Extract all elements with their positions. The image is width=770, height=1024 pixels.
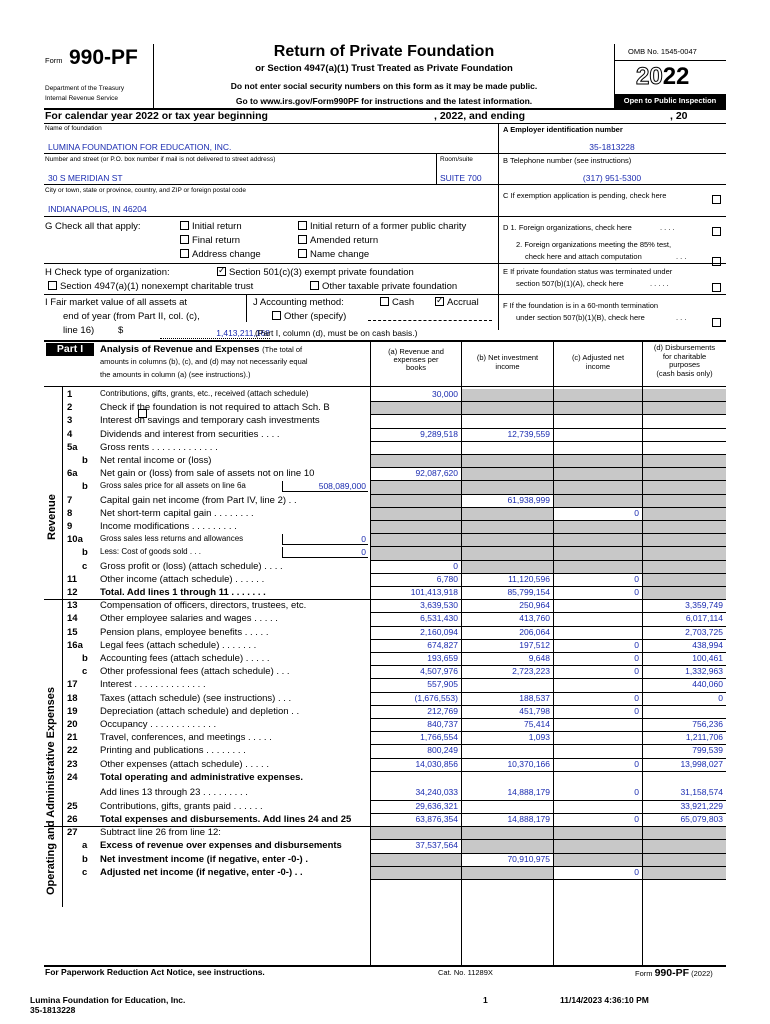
city-label: City or town, state or province, country, and ZIP or foreign postal code: [45, 187, 246, 194]
amount-col-a: 840,737: [427, 719, 458, 729]
line-number: 7: [67, 494, 73, 506]
street-value: 30 S MERIDIAN ST: [48, 173, 123, 183]
amended-return[interactable]: Amended return: [298, 235, 378, 246]
f-label: F If the foundation is in a 60-month termination: [503, 301, 659, 310]
amount-col-b: 451,798: [519, 705, 550, 716]
shaded-cell: [643, 867, 726, 879]
line-label: Dividends and interest from securities . . . .: [100, 428, 280, 440]
amount-col-c: 0: [634, 758, 639, 769]
amount-col-a: 9,289,518: [420, 428, 458, 439]
shaded-cell: [554, 827, 642, 839]
shaded-cell: [554, 402, 642, 414]
amount-col-b: 250,964: [519, 600, 550, 611]
line-label: Interest on savings and temporary cash investments: [100, 415, 320, 427]
line-label: Gross sales price for all assets on line 6a: [100, 481, 246, 491]
line-label: Legal fees (attach schedule) . . . . . . .: [100, 639, 257, 651]
amount-col-b: 9,648: [528, 653, 550, 663]
d1-label: D 1. Foreign organizations, check here: [503, 223, 632, 232]
exemption-pending-label: C If exemption application is pending, check here: [503, 191, 667, 200]
line-label: Less: Cost of goods sold . . .: [100, 547, 201, 557]
line-label: Excess of revenue over expenses and disbursements: [100, 840, 342, 852]
tax-year: 2022: [636, 63, 690, 90]
shaded-cell: [462, 481, 553, 493]
amount-col-a: 29,636,321: [415, 800, 458, 811]
d2-checkbox[interactable]: [712, 252, 724, 270]
line-label: Net rental income or (loss): [100, 455, 212, 466]
shaded-cell: [371, 402, 461, 414]
shaded-cell: [554, 481, 642, 493]
initial-return-former[interactable]: Initial return of a former public charity: [298, 221, 466, 232]
line-label: Capital gain net income (from Part IV, line 2) . .: [100, 494, 297, 506]
shaded-cell: [371, 495, 461, 507]
line-number: 13: [67, 600, 78, 612]
amount-col-a: 193,659: [427, 653, 458, 663]
line-number: 1: [67, 389, 73, 400]
col-d-header: (d) Disbursements for charitable purposes (cash basis only): [653, 343, 716, 378]
amount-col-c: 0: [634, 639, 639, 650]
amount-col-c: 0: [634, 692, 639, 703]
shaded-cell: [371, 854, 461, 866]
amount-col-a: 212,769: [427, 705, 458, 716]
shaded-cell: [643, 561, 726, 573]
open-public-badge: Open to Public Inspection: [614, 94, 726, 108]
j-label: J Accounting method:: [253, 297, 344, 308]
line-label: Gross sales less returns and allowances: [100, 534, 244, 544]
amount-col-a: 92,087,620: [415, 468, 458, 479]
line-number: 21: [67, 732, 78, 744]
line-label: Taxes (attach schedule) (see instructions) . . .: [100, 692, 292, 704]
amount-col-c: 0: [634, 573, 639, 584]
amount-col-a: (1,676,553): [414, 692, 458, 703]
line-label: Gross profit or (loss) (attach schedule) . . . .: [100, 560, 283, 572]
amount-col-b: 75,414: [524, 719, 550, 729]
amount-col-a: 2,160,094: [420, 626, 458, 637]
shaded-cell: [643, 827, 726, 839]
amount-col-d: 799,539: [692, 745, 723, 756]
line-label: Subtract line 26 from line 12:: [100, 827, 221, 839]
h-4947[interactable]: Section 4947(a)(1) nonexempt charitable trust: [48, 281, 253, 292]
amount-col-c: 0: [634, 786, 639, 797]
shaded-cell: [643, 402, 726, 414]
line-number: 6a: [67, 468, 78, 480]
shaded-cell: [462, 534, 553, 546]
shaded-cell: [554, 547, 642, 559]
shaded-cell: [462, 521, 553, 533]
line-label: Other income (attach schedule) . . . . . .: [100, 573, 265, 585]
ein-value: 35-1813228: [589, 142, 635, 152]
amount-col-a: 6,531,430: [420, 613, 458, 624]
amount-col-b: 1,093: [528, 732, 550, 743]
line-label: Gross rents . . . . . . . . . . . . .: [100, 441, 218, 453]
shaded-cell: [462, 840, 553, 852]
e-label: E If private foundation status was terminated under: [503, 267, 673, 276]
line-label: Net gain or (loss) from sale of assets not on line 10: [100, 468, 315, 480]
amount-col-c: 0: [634, 666, 639, 677]
shaded-cell: [371, 827, 461, 839]
phone-value: (317) 951-5300: [582, 173, 642, 183]
line-number: 24: [67, 771, 78, 783]
shaded-cell: [462, 402, 553, 414]
line-number: 22: [67, 745, 78, 757]
shaded-cell: [643, 508, 726, 520]
fair-market-value: 1,413,211,168: [160, 328, 270, 339]
amount-col-a: 3,639,530: [420, 600, 458, 611]
shaded-cell: [371, 534, 461, 546]
line-label: Accounting fees (attach schedule) . . . . .: [100, 653, 270, 664]
ein-label: A Employer identification number: [503, 125, 623, 134]
shaded-cell: [554, 521, 642, 533]
shaded-cell: [462, 547, 553, 559]
shaded-cell: [371, 508, 461, 520]
amount-col-c: 0: [634, 653, 639, 663]
shaded-cell: [371, 481, 461, 493]
foundation-name: LUMINA FOUNDATION FOR EDUCATION, INC.: [48, 142, 232, 152]
inline-amount: 0: [282, 534, 368, 545]
line-label: Total. Add lines 1 through 11 . . . . . . .: [100, 587, 266, 598]
initial-return[interactable]: Initial return: [180, 221, 242, 232]
amount-col-d: 100,461: [692, 653, 723, 663]
line-number: 17: [67, 679, 78, 691]
amount-col-b: 413,760: [519, 613, 550, 624]
form-word: Form: [45, 56, 63, 65]
i-label: I Fair market value of all assets at: [45, 297, 188, 308]
amount-col-d: 3,359,749: [685, 600, 723, 611]
shaded-cell: [643, 389, 726, 401]
calendar-end-year: , 20: [670, 110, 688, 122]
line-label: Net investment income (if negative, enter -0-) .: [100, 853, 308, 865]
d2-label-2: check here and attach computation: [525, 252, 642, 261]
line-number: 16a: [67, 639, 83, 651]
footer-ein: 35-1813228: [30, 1005, 76, 1015]
line-label: Income modifications . . . . . . . . .: [100, 521, 237, 532]
amount-col-d: 756,236: [692, 719, 723, 729]
line-label: Other employee salaries and wages . . . . .: [100, 613, 278, 625]
shaded-cell: [643, 534, 726, 546]
line-number: 4: [67, 428, 73, 440]
line-number: a: [82, 840, 88, 852]
form-subtitle: or Section 4947(a)(1) Trust Treated as Private Foundation: [255, 63, 513, 74]
amount-col-a: 674,827: [427, 639, 458, 650]
line-label: Occupancy . . . . . . . . . . . . .: [100, 719, 217, 730]
inline-amount: 508,089,000: [282, 481, 368, 492]
paperwork-notice: For Paperwork Reduction Act Notice, see instructions.: [45, 967, 265, 977]
amount-col-b: 14,888,179: [507, 814, 550, 824]
amount-col-b: 10,370,166: [507, 758, 550, 769]
line-label: Printing and publications . . . . . . . .: [100, 745, 246, 757]
line-label: Compensation of officers, directors, trustees, etc.: [100, 600, 307, 612]
line-number: 23: [67, 758, 78, 770]
amount-col-b: 61,938,999: [507, 494, 550, 505]
amount-col-d: 31,158,574: [680, 786, 723, 797]
shaded-cell: [371, 455, 461, 467]
shaded-cell: [554, 534, 642, 546]
j-note: (Part I, column (d), must be on cash basis.): [255, 328, 418, 338]
amount-col-d: 1,332,963: [685, 666, 723, 677]
line-label: Contributions, gifts, grants paid . . . . . .: [100, 800, 263, 812]
shaded-cell: [643, 547, 726, 559]
room-value: SUITE 700: [440, 173, 482, 183]
shaded-cell: [554, 389, 642, 401]
f-checkbox[interactable]: [712, 313, 724, 331]
amount-col-b: 2,723,223: [512, 666, 550, 677]
amount-col-b: 188,537: [519, 692, 550, 703]
shaded-cell: [643, 468, 726, 480]
amount-col-b: 12,739,559: [507, 428, 550, 439]
amount-col-a: 30,000: [432, 389, 458, 399]
shaded-cell: [554, 468, 642, 480]
amount-col-d: 0: [718, 692, 723, 703]
shaded-cell: [554, 840, 642, 852]
dept-treasury: Department of the Treasury: [45, 85, 125, 92]
footer-form: Form 990-PF (2022): [635, 967, 713, 979]
col-b-header: (b) Net investment income: [476, 353, 539, 371]
amount-col-b: 14,888,179: [507, 786, 550, 797]
form-title: Return of Private Foundation: [273, 43, 495, 60]
shaded-cell: [643, 574, 726, 586]
line-label: Depreciation (attach schedule) and depletion . .: [100, 705, 300, 717]
ssn-notice: Do not enter social security numbers on this form as it may be made public.: [230, 81, 538, 91]
line-number: 10a: [67, 534, 83, 546]
calendar-year-label: For calendar year 2022 or tax year beginning: [45, 110, 268, 122]
part1-title: Analysis of Revenue and Expenses (The total of: [100, 344, 303, 355]
e-label-2: section 507(b)(1)(A), check here: [516, 279, 624, 288]
amount-col-c: 0: [634, 587, 639, 597]
amount-col-b: 85,799,154: [507, 587, 550, 597]
shaded-cell: [643, 481, 726, 493]
line-number: c: [82, 866, 88, 878]
shaded-cell: [643, 854, 726, 866]
shaded-cell: [462, 561, 553, 573]
shaded-cell: [554, 455, 642, 467]
name-label: Name of foundation: [45, 125, 102, 132]
d1-checkbox[interactable]: [712, 222, 724, 240]
j-accrual[interactable]: ✓ Accrual: [435, 297, 479, 308]
page-number: 1: [483, 995, 488, 1005]
amount-col-a: 4,507,976: [420, 666, 458, 677]
line-label: Check if the foundation is not required to attach Sch. B: [100, 402, 330, 414]
i-label-2: end of year (from Part II, col. (c),: [63, 311, 200, 322]
line-number: c: [82, 560, 88, 572]
f-label-2: under section 507(b)(1)(B), check here: [516, 313, 645, 322]
line-number: 18: [67, 692, 78, 704]
room-label: Room/suite: [440, 156, 473, 163]
amount-col-a: 101,413,918: [410, 587, 458, 597]
amount-col-a: 37,537,564: [415, 840, 458, 851]
line-label: Total expenses and disbursements. Add lines 24 and 25: [100, 814, 352, 825]
footer-timestamp: 11/14/2023 4:36:10 PM: [560, 995, 649, 1005]
amount-col-b: 11,120,596: [508, 573, 550, 584]
line-label: Pension plans, employee benefits . . . . .: [100, 626, 269, 638]
amount-col-c: 0: [634, 705, 639, 716]
line-label: Interest . . . . . . . . . . . . . .: [100, 679, 206, 691]
address-change[interactable]: Address change: [180, 249, 261, 260]
amount-col-d: 33,921,229: [680, 800, 723, 811]
shaded-cell: [643, 495, 726, 507]
amount-col-a: 0: [453, 560, 458, 571]
line-number: 15: [67, 626, 78, 638]
amount-col-d: 438,994: [692, 639, 723, 650]
line-number: 26: [67, 814, 78, 825]
calendar-ending: , 2022, and ending: [434, 110, 526, 122]
form-number: 990-PF: [69, 46, 138, 69]
line-label: Net short-term capital gain . . . . . . . .: [100, 507, 254, 519]
h-other-taxable[interactable]: Other taxable private foundation: [310, 281, 457, 292]
amount-col-b: 70,910,975: [507, 853, 550, 864]
line-number: 5a: [67, 441, 78, 453]
inline-amount: 0: [282, 547, 368, 558]
shaded-cell: [462, 867, 553, 879]
part1-tag: Part I: [46, 343, 94, 356]
amount-col-d: 6,017,114: [685, 613, 723, 624]
irs: Internal Revenue Service: [45, 95, 118, 102]
line-number: 25: [67, 800, 78, 812]
amount-col-a: 557,905: [427, 679, 458, 690]
line-number: b: [82, 653, 88, 664]
shaded-cell: [643, 840, 726, 852]
expenses-side-label: Operating and Administrative Expenses: [45, 686, 57, 895]
exemption-pending-checkbox[interactable]: [712, 190, 724, 208]
line-number: 14: [67, 613, 78, 625]
amount-col-d: 2,703,725: [685, 626, 723, 637]
amount-col-a: 63,876,354: [415, 814, 458, 824]
line-number: b: [82, 547, 88, 559]
shaded-cell: [643, 455, 726, 467]
amount-col-d: 65,079,803: [680, 814, 723, 824]
cat-number: Cat. No. 11289X: [438, 968, 493, 977]
street-label: Number and street (or P.O. box number if mail is not delivered to street address): [45, 156, 276, 163]
line-number: 27: [67, 827, 78, 839]
amount-col-a: 14,030,856: [415, 758, 458, 769]
d2-label: 2. Foreign organizations meeting the 85% test,: [516, 240, 672, 249]
shaded-cell: [462, 468, 553, 480]
shaded-cell: [462, 455, 553, 467]
line-number: 9: [67, 521, 73, 532]
line-number: c: [82, 666, 88, 678]
amount-col-d: 13,998,027: [680, 758, 723, 769]
shaded-cell: [643, 521, 726, 533]
shaded-cell: [462, 827, 553, 839]
amount-col-d: 440,060: [692, 679, 723, 690]
line-number: 3: [67, 415, 73, 427]
line-number: 12: [67, 587, 78, 598]
amount-col-b: 206,064: [519, 626, 550, 637]
line-number: 2: [67, 402, 73, 414]
col-a-header: (a) Revenue and expenses per books: [388, 347, 444, 372]
h-label: H Check type of organization:: [45, 267, 170, 278]
j-cash[interactable]: Cash: [380, 297, 414, 308]
amount-col-a: 1,766,554: [420, 732, 458, 743]
shaded-cell: [371, 521, 461, 533]
amount-col-a: 34,240,033: [415, 786, 458, 797]
g-label: G Check all that apply:: [45, 221, 141, 232]
goto-instructions: Go to www.irs.gov/Form990PF for instructions and the latest information.: [235, 96, 533, 106]
j-other[interactable]: Other (specify): [272, 311, 346, 322]
amount-col-a: 800,249: [427, 745, 458, 756]
shaded-cell: [371, 867, 461, 879]
omb-number: OMB No. 1545-0047: [628, 47, 697, 56]
revenue-side-label: Revenue: [46, 494, 58, 540]
line-number: 11: [67, 573, 78, 585]
shaded-cell: [554, 561, 642, 573]
shaded-cell: [371, 547, 461, 559]
line-number: b: [82, 481, 88, 493]
line-label: Adjusted net income (if negative, enter -0-) . .: [100, 866, 303, 878]
line-number: 8: [67, 507, 73, 519]
amount-col-c: 0: [634, 507, 639, 518]
city-value: INDIANAPOLIS, IN 46204: [48, 204, 147, 214]
amount-col-c: 0: [634, 814, 639, 824]
footer-org: Lumina Foundation for Education, Inc.: [30, 995, 186, 1005]
phone-label: B Telephone number (see instructions): [503, 156, 632, 165]
line-label: Other professional fees (attach schedule) . . .: [100, 666, 290, 678]
line-label: Travel, conferences, and meetings . . . . .: [100, 732, 272, 744]
line-number: 19: [67, 705, 78, 717]
amount-col-b: 197,512: [519, 639, 550, 650]
shaded-cell: [643, 587, 726, 599]
line-number: b: [82, 853, 88, 865]
line-label: Total operating and administrative expenses.: [100, 771, 304, 783]
amount-col-c: 0: [634, 866, 639, 877]
line-label-cont: Add lines 13 through 23 . . . . . . . . .: [100, 786, 248, 798]
i-label-3: line 16): [63, 325, 95, 336]
line-number: 20: [67, 719, 78, 730]
amount-col-a: 6,780: [436, 573, 458, 584]
shaded-cell: [462, 389, 553, 401]
final-return[interactable]: Final return: [180, 235, 240, 246]
h-501c3[interactable]: ✓ Section 501(c)(3) exempt private foundation: [217, 267, 414, 278]
amount-col-d: 1,211,706: [685, 732, 723, 743]
line-label: Contributions, gifts, grants, etc., received (attach schedule): [100, 389, 309, 398]
col-c-header: (c) Adjusted net income: [571, 353, 625, 371]
shaded-cell: [554, 854, 642, 866]
line-number: b: [82, 455, 88, 466]
shaded-cell: [554, 495, 642, 507]
line-label: Other expenses (attach schedule) . . . . .: [100, 758, 269, 770]
name-change[interactable]: Name change: [298, 249, 369, 260]
shaded-cell: [462, 508, 553, 520]
